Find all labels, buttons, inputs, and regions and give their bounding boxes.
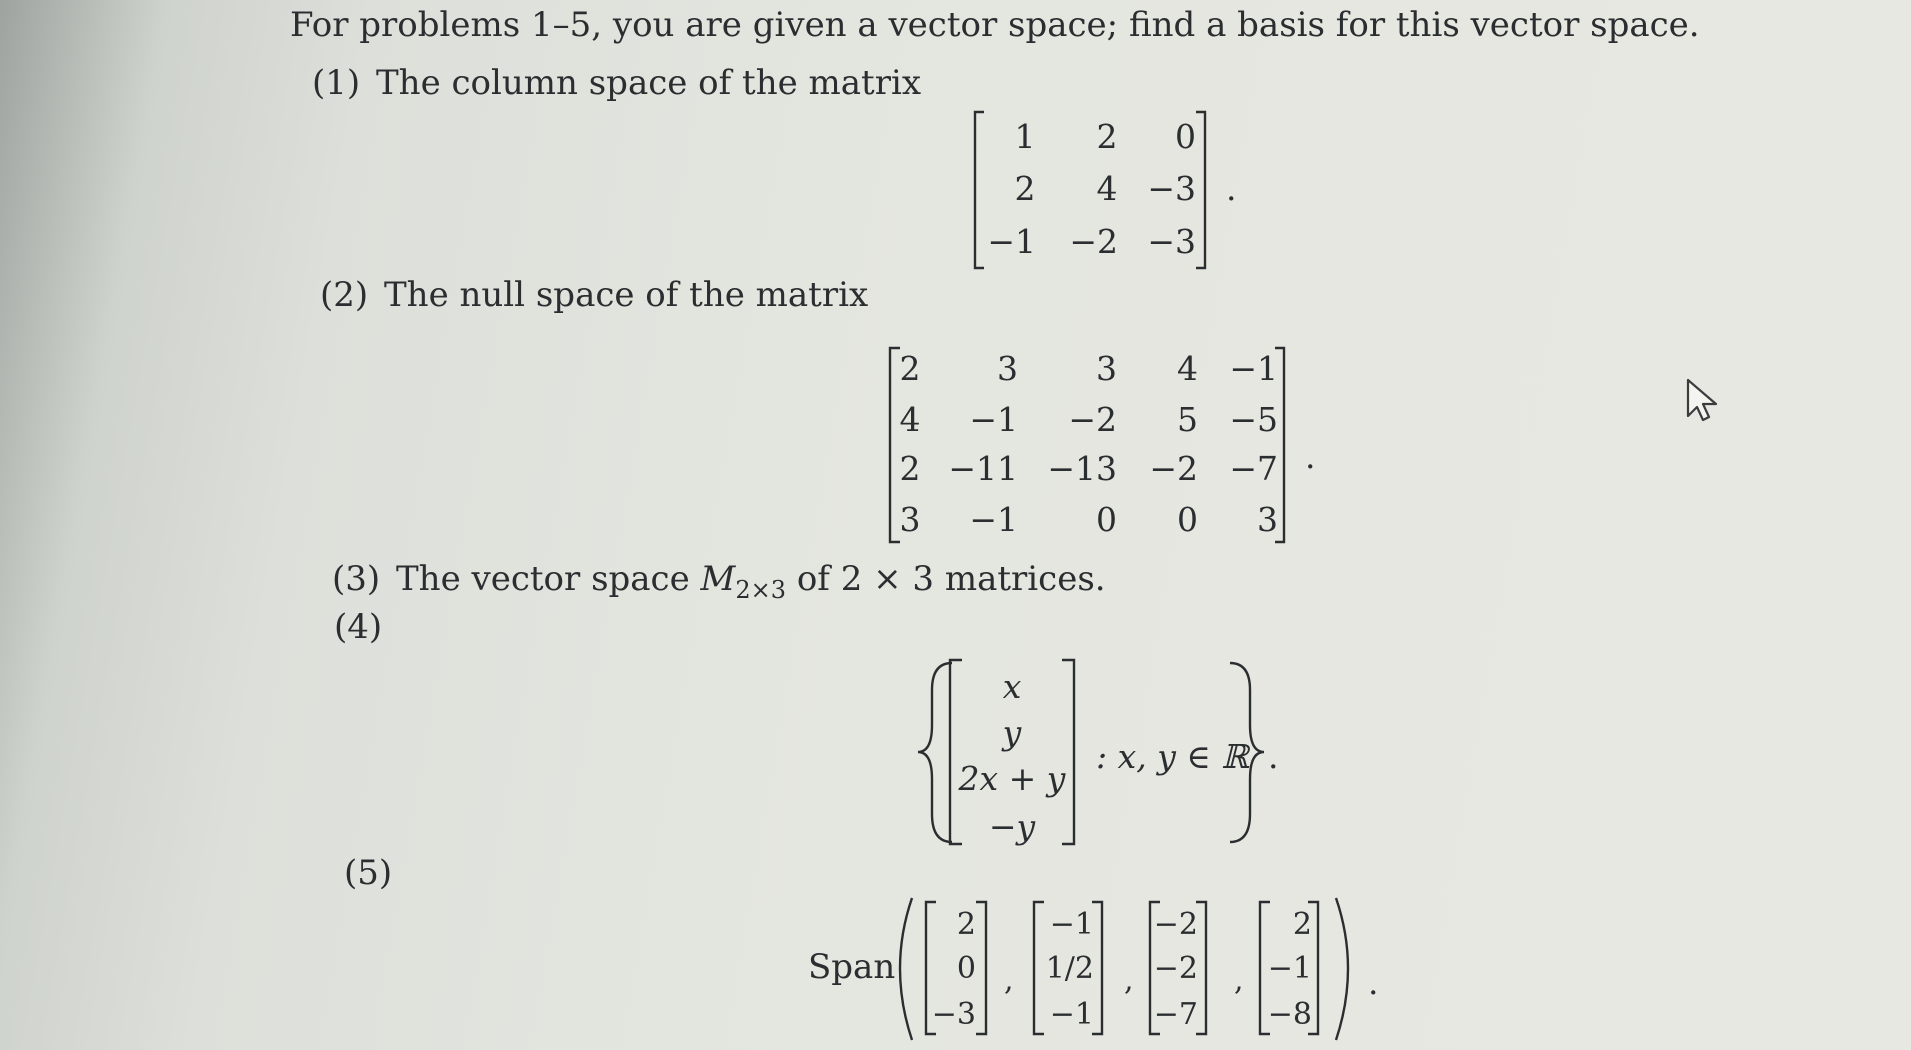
set-builder-4-period: . [1268,737,1279,776]
matrix-2-cell: −5 [1229,400,1278,439]
matrix-2-cell: 0 [1177,500,1198,539]
matrix-2-cell: −1 [969,500,1018,539]
matrix-1-cell: −1 [987,222,1036,261]
matrix-2-cell: −2 [1149,449,1198,488]
span-label: Span [808,947,896,987]
span-comma: , [1004,963,1014,998]
intro-text: For problems 1–5, you are given a vector space; find a basis for this vector space. [290,5,1700,45]
span-vector-entry: −1 [1267,951,1312,986]
matrix-1-cell: 0 [1175,117,1196,156]
span-vector-entry: 1/2 [1045,951,1094,986]
problem-5-label: (5) [344,853,393,893]
matrix-1-cell: 2 [1096,117,1118,156]
span-period: . [1368,963,1379,1002]
span-vector-entry: 2 [1292,907,1312,942]
vector-4-entry: 2x + y [958,759,1066,798]
span-vector-entry: −1 [1049,907,1094,942]
matrix-2-cell: 2 [899,449,921,488]
matrix-2-cell: −13 [1047,449,1117,488]
problem-2-label: (2) [320,275,369,315]
problem-1-text: The column space of the matrix [376,63,922,103]
span-vector-entry: 2 [956,907,976,942]
matrix-2-cell: −11 [948,449,1018,488]
span-comma: , [1234,963,1244,998]
matrix-2-cell: 3 [1096,349,1117,388]
matrix-1-cell: 4 [1096,169,1118,208]
matrix-1-cell: −3 [1147,169,1196,208]
span-vector-entry: −3 [931,997,976,1032]
matrix-2-cell: 0 [1096,500,1117,539]
span-vector-entry: 0 [956,951,976,986]
matrix-2-cell: 4 [899,400,921,439]
matrix-2-cell: 3 [899,500,921,539]
matrix-2-cell: 5 [1177,400,1198,439]
matrix-1-period: . [1226,169,1237,208]
set-condition: : x, y ∈ ℝ [1096,737,1249,776]
problem-4-label: (4) [334,607,383,647]
matrix-1-cell: −3 [1147,222,1196,261]
problem-3-text-before: The vector space [396,559,690,599]
matrix-space-subscript: 2×3 [735,575,787,604]
matrix-1-cell: 1 [1014,117,1036,156]
span-vector-entry: −8 [1267,997,1312,1032]
problem-3-label: (3) [332,559,381,599]
matrix-2-cell: −2 [1068,400,1117,439]
problem-1-label: (1) [312,63,361,103]
matrix-1-cell: 2 [1014,169,1036,208]
span-vector-entry: −2 [1153,951,1198,986]
matrix-2-cell: −7 [1229,449,1278,488]
mouse-cursor-icon [1684,376,1724,422]
span-comma: , [1124,963,1134,998]
span-vector-entry: −1 [1049,997,1094,1032]
vector-4-entry: x [1002,667,1022,706]
vector-4-entry: −y [988,807,1036,846]
problem-2-text: The null space of the matrix [384,275,869,315]
problem-3-text-after: of 2 × 3 matrices. [796,559,1106,599]
matrix-2-period: . [1305,437,1316,476]
span-vector-entry: −7 [1153,997,1198,1032]
matrix-2-cell: 3 [997,349,1018,388]
matrix-2-cell: 2 [899,349,921,388]
matrix-space-symbol: M [700,559,736,599]
matrix-2-cell: −1 [969,400,1018,439]
span-vector-entry: −2 [1153,907,1198,942]
matrix-2-cell: 3 [1257,500,1278,539]
matrix-1-cell: −2 [1069,222,1118,261]
vector-4-entry: y [1002,713,1022,752]
matrix-2-cell: −1 [1229,349,1278,388]
matrix-2-cell: 4 [1177,349,1198,388]
